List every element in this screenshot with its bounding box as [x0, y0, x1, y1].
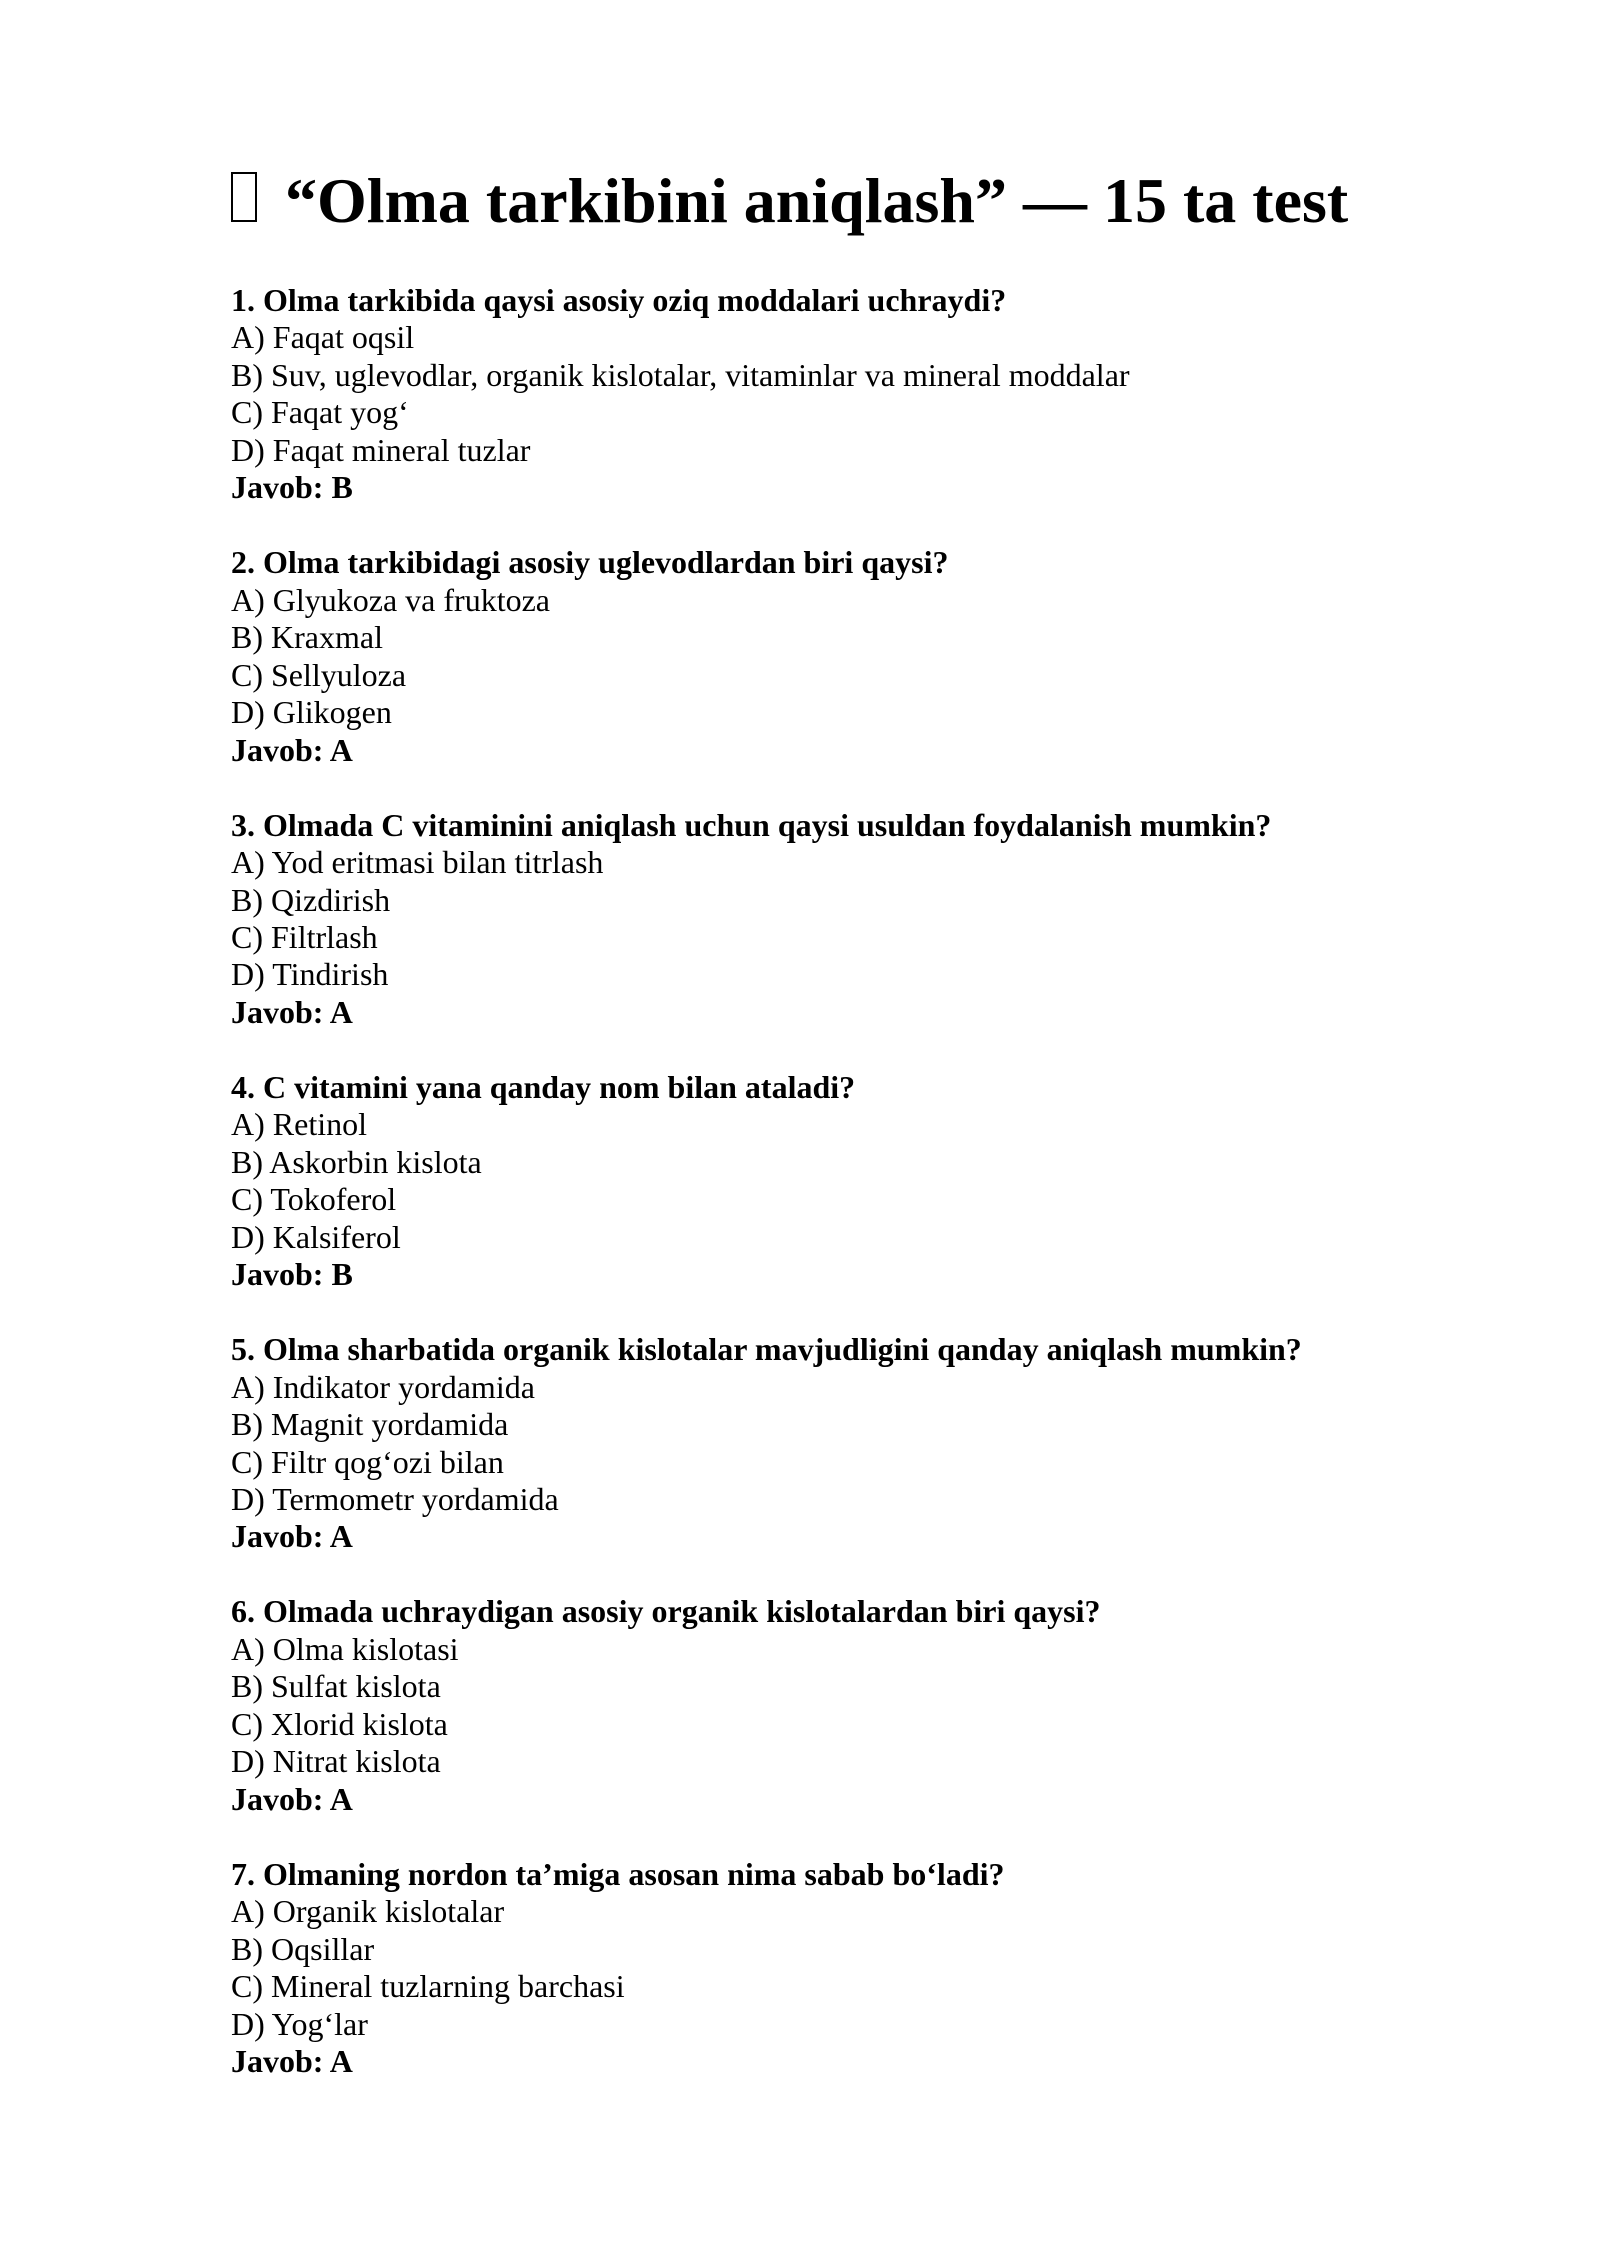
answer-option-b: B) Qizdirish	[231, 881, 391, 918]
question-text: 7. Olmaning nordon ta’miga asosan nima sabab bo‘ladi?	[231, 1855, 1005, 1892]
answer-option-b: B) Oqsillar	[231, 1930, 375, 1967]
answer-option-c: C) Tokoferol	[231, 1181, 397, 1218]
answer-option-a: A) Glyukoza va fruktoza	[231, 581, 550, 618]
page-title-row	[231, 164, 1348, 238]
question-text: 6. Olmada uchraydigan asosiy organik kislotalardan biri qaysi?	[231, 1593, 1101, 1630]
correct-answer: Javob: B	[231, 469, 353, 506]
correct-answer: Javob: B	[231, 1256, 353, 1293]
answer-option-c: C) Sellyuloza	[231, 656, 407, 693]
answer-option-a: A) Indikator yordamida	[231, 1368, 535, 1405]
question-block	[231, 544, 1302, 769]
answer-option-b: B) Suv, uglevodlar, organik kislotalar, vitaminlar va mineral moddalar	[231, 356, 1130, 393]
question-block	[231, 1856, 1302, 2081]
answer-option-d: D) Yog‘lar	[231, 2005, 368, 2042]
question-text: 5. Olma sharbatida organik kislotalar mavjudligini qanday aniqlash mumkin?	[231, 1331, 1302, 1368]
answer-option-c: C) Filtrlash	[231, 918, 378, 955]
question-block	[231, 1331, 1302, 1556]
answer-option-a: A) Olma kislotasi	[231, 1630, 459, 1667]
correct-answer: Javob: A	[231, 2043, 353, 2080]
answer-option-d: D) Glikogen	[231, 694, 392, 731]
answer-option-b: B) Kraxmal	[231, 619, 383, 656]
answer-option-d: D) Termometr yordamida	[231, 1481, 559, 1517]
question-text: 2. Olma tarkibidagi asosiy uglevodlardan biri qaysi?	[231, 544, 949, 581]
answer-option-c: C) Mineral tuzlarning barchasi	[231, 1968, 625, 2005]
question-block	[231, 1069, 1302, 1294]
answer-option-b: B) Sulfat kislota	[231, 1668, 441, 1705]
correct-answer: Javob: A	[231, 1780, 353, 1817]
answer-option-d: D) Nitrat kislota	[231, 1743, 441, 1780]
answer-option-d: D) Kalsiferol	[231, 1218, 401, 1255]
answer-option-a: A) Yod eritmasi bilan titrlash	[231, 844, 604, 881]
question-block	[231, 282, 1302, 507]
page-title: “Olma tarkibini aniqlash” — 15 ta test	[285, 165, 1349, 236]
question-text: 3. Olmada C vitaminini aniqlash uchun qaysi usuldan foydalanish mumkin?	[231, 806, 1272, 843]
correct-answer: Javob: A	[231, 1518, 353, 1555]
missing-glyph-icon	[231, 172, 257, 222]
question-block	[231, 1593, 1302, 1818]
answer-option-c: C) Xlorid kislota	[231, 1705, 448, 1742]
answer-option-a: A) Retinol	[231, 1106, 367, 1143]
answer-option-b: B) Askorbin kislota	[231, 1143, 482, 1180]
correct-answer: Javob: A	[231, 993, 353, 1030]
answer-option-c: C) Faqat yog‘	[231, 394, 409, 431]
answer-option-d: D) Tindirish	[231, 956, 389, 993]
answer-option-c: C) Filtr qog‘ozi bilan	[231, 1443, 504, 1480]
answer-option-a: A) Organik kislotalar	[231, 1893, 505, 1930]
question-block	[231, 807, 1302, 1032]
answer-option-a: A) Faqat oqsil	[231, 319, 415, 356]
answer-option-b: B) Magnit yordamida	[231, 1406, 509, 1443]
question-text: 4. C vitamini yana qanday nom bilan ataladi?	[231, 1068, 856, 1105]
answer-option-d: D) Faqat mineral tuzlar	[231, 431, 531, 468]
question-text: 1. Olma tarkibida qaysi asosiy oziq moddalari uchraydi?	[231, 282, 1007, 318]
test-list	[231, 282, 1302, 2118]
correct-answer: Javob: A	[231, 731, 353, 768]
